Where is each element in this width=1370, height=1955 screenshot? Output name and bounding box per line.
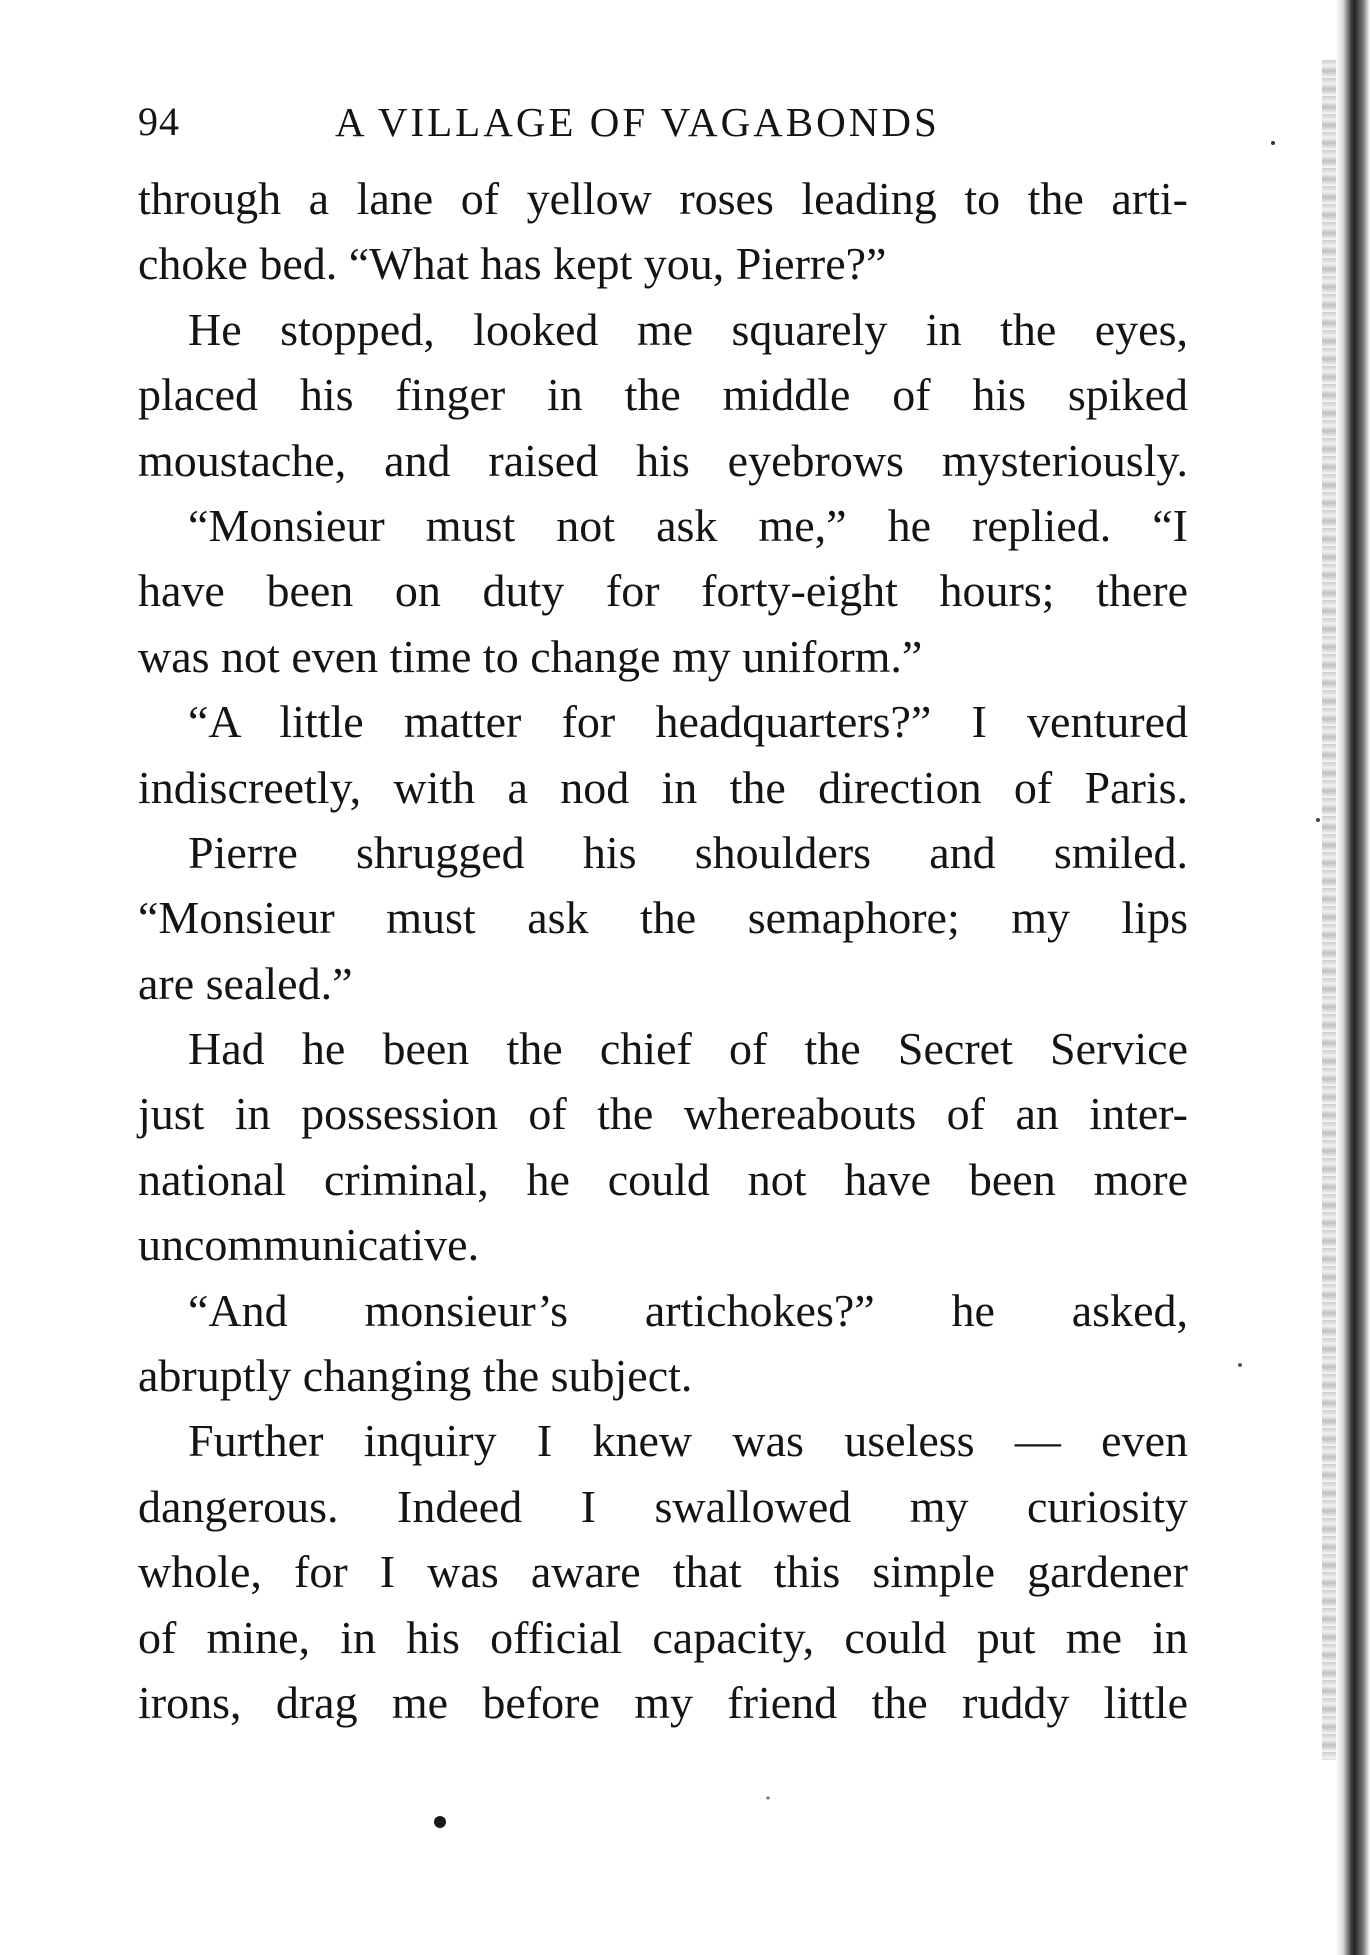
ink-blot xyxy=(434,1816,446,1828)
text-line: Further inquiry I knew was useless — even xyxy=(188,1415,1188,1467)
text-line: “And monsieur’s artichokes?” he asked, xyxy=(188,1284,1188,1336)
text-line: was not even time to change my uniform.” xyxy=(138,630,923,682)
text-line: abruptly changing the subject. xyxy=(138,1350,693,1402)
text-line: indiscreetly, with a nod in the direction of Paris. xyxy=(138,761,1188,813)
text-line: uncommunicative. xyxy=(138,1219,480,1271)
page-binding-shadow xyxy=(1336,0,1370,1955)
text-line: He stopped, looked me squarely in the eyes, xyxy=(188,303,1188,355)
text-line: “Monsieur must not ask me,” he replied. “I xyxy=(188,499,1188,551)
text-line: of mine, in his official capacity, could put me in xyxy=(138,1611,1188,1663)
text-line: “Monsieur must ask the semaphore; my lips xyxy=(138,892,1188,944)
text-line: placed his finger in the middle of his spiked xyxy=(138,369,1188,421)
ink-speck xyxy=(767,1797,770,1800)
text-line: through a lane of yellow roses leading to the arti- xyxy=(138,173,1188,224)
text-line: are sealed.” xyxy=(138,957,353,1009)
text-line: have been on duty for forty-eight hours; there xyxy=(138,565,1188,617)
ink-speck xyxy=(1316,818,1320,822)
page-number: 94 xyxy=(138,99,180,144)
text-line: Pierre shrugged his shoulders and smiled. xyxy=(188,826,1188,878)
text-line: “A little matter for headquarters?” I ventured xyxy=(188,696,1188,748)
text-line: national criminal, he could not have been more xyxy=(138,1153,1188,1205)
running-head: A VILLAGE OF VAGABONDS xyxy=(335,99,940,145)
text-line: moustache, and raised his eyebrows mysteriously. xyxy=(138,434,1188,486)
ink-speck xyxy=(1238,1363,1242,1367)
binding-texture xyxy=(1322,60,1336,1760)
ink-speck xyxy=(1271,141,1275,145)
text-line: Had he been the chief of the Secret Service xyxy=(188,1023,1188,1075)
text-line: whole, for I was aware that this simple gardener xyxy=(138,1546,1188,1598)
text-line: choke bed. “What has kept you, Pierre?” xyxy=(138,238,887,290)
text-line: irons, drag me before my friend the ruddy little xyxy=(138,1676,1188,1728)
text-line: just in possession of the whereabouts of an inter- xyxy=(138,1088,1188,1140)
text-line: dangerous. Indeed I swallowed my curiosity xyxy=(138,1480,1188,1532)
